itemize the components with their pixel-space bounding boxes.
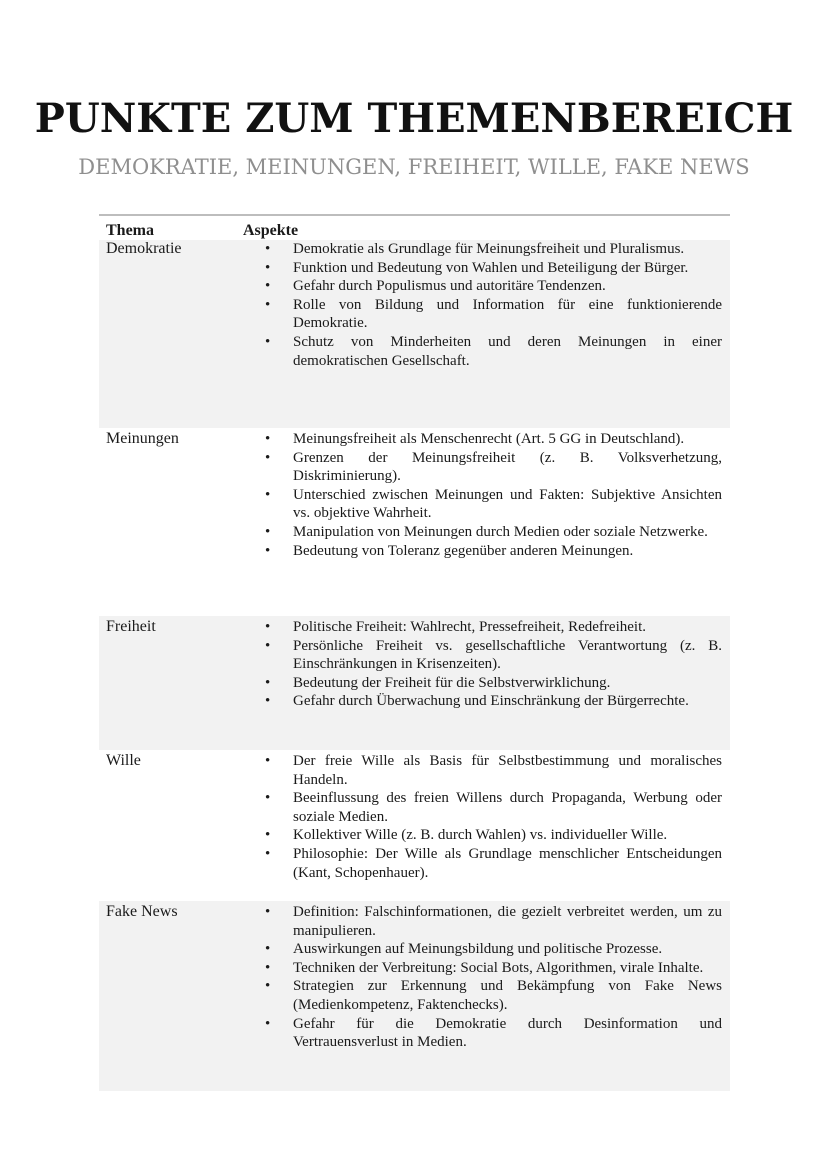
- bullet-icon: •: [265, 753, 271, 769]
- list-item: • Gefahr durch Populismus und autoritäre Tendenzen.: [265, 278, 606, 295]
- bullet-icon: •: [265, 278, 271, 295]
- topic-cell: Meinungen: [106, 430, 179, 447]
- bullet-icon: •: [265, 827, 271, 844]
- bullet-icon: •: [265, 431, 271, 447]
- aspect-list: [244, 618, 730, 711]
- topic-cell: Fake News: [106, 903, 178, 920]
- list-item: • Persönliche Freiheit vs. gesellschaftliche Verantwortung (z. B. Einschränkungen in Krisenzeiten).: [265, 637, 722, 673]
- list-item: • Meinungsfreiheit als Menschenrecht (Art. 5 GG in Deutschland).: [265, 431, 685, 447]
- list-item: • Philosophie: Der Wille als Grundlage menschlicher Entscheidungen (Kant, Schopenhauer).: [265, 845, 722, 881]
- list-item: • Grenzen der Meinungsfreiheit (z. B. Volksverhetzung, Diskriminierung).: [265, 449, 722, 485]
- list-item: • Gefahr für die Demokratie durch Desinformation und Vertrauensverlust in Medien.: [265, 1015, 722, 1051]
- table-header: [99, 216, 730, 240]
- bullet-icon: •: [265, 619, 271, 635]
- list-item: • Techniken der Verbreitung: Social Bots, Algorithmen, virale Inhalte.: [265, 959, 704, 976]
- bullet-icon: •: [265, 790, 271, 807]
- aspect-list: [244, 240, 730, 370]
- list-item: • Kollektiver Wille (z. B. durch Wahlen) vs. individueller Wille.: [265, 827, 668, 844]
- topics-table: [99, 214, 730, 1091]
- list-item: • Rolle von Bildung und Information für eine funktionierende Demokratie.: [265, 296, 722, 332]
- bullet-icon: •: [265, 637, 271, 654]
- bullet-icon: •: [265, 523, 271, 540]
- list-item: • Unterschied zwischen Meinungen und Fakten: Subjektive Ansichten vs. objektive Wahrheit.: [265, 486, 722, 522]
- page-title: PUNKTE ZUM THEMENBEREICH: [34, 95, 794, 142]
- list-item: • Demokratie als Grundlage für Meinungsfreiheit und Pluralismus.: [265, 241, 685, 257]
- bullet-icon: •: [265, 542, 271, 559]
- bullet-icon: •: [265, 333, 271, 350]
- aspect-list: [244, 752, 730, 882]
- header-topic: Thema: [106, 222, 154, 239]
- bullet-icon: •: [265, 674, 271, 691]
- topic-cell: Wille: [106, 752, 141, 769]
- list-item: • Der freie Wille als Basis für Selbstbestimmung und moralisches Handeln.: [265, 753, 722, 788]
- table-row: [99, 240, 730, 428]
- list-item: • Politische Freiheit: Wahlrecht, Pressefreiheit, Redefreiheit.: [265, 619, 646, 635]
- list-item: • Auswirkungen auf Meinungsbildung und politische Prozesse.: [265, 941, 663, 958]
- aspect-list: [244, 430, 730, 560]
- table-row: [99, 901, 730, 1091]
- aspect-list: [244, 903, 730, 1052]
- bullet-icon: •: [265, 904, 271, 920]
- topic-cell: Demokratie: [106, 240, 182, 257]
- bullet-icon: •: [265, 845, 271, 862]
- list-item: • Manipulation von Meinungen durch Medien oder soziale Netzwerke.: [265, 523, 708, 540]
- table-row: [99, 428, 730, 616]
- list-item: • Schutz von Minderheiten und deren Meinungen in einer demokratischen Gesellschaft.: [265, 333, 722, 369]
- list-item: • Funktion und Bedeutung von Wahlen und Beteiligung der Bürger.: [265, 259, 689, 276]
- topic-cell: Freiheit: [106, 618, 156, 635]
- list-item: • Gefahr durch Überwachung und Einschränkung der Bürgerrechte.: [265, 693, 689, 710]
- list-item: • Beeinflussung des freien Willens durch Propaganda, Werbung oder soziale Medien.: [265, 790, 722, 825]
- bullet-icon: •: [265, 449, 271, 466]
- bullet-icon: •: [265, 941, 271, 958]
- header-aspects: Aspekte: [243, 222, 299, 239]
- table-row: [99, 750, 730, 901]
- page-subtitle: DEMOKRATIE, MEINUNGEN, FREIHEIT, WILLE, FAKE NEWS: [78, 155, 750, 179]
- bullet-icon: •: [265, 486, 271, 503]
- table-row: [99, 616, 730, 750]
- bullet-icon: •: [265, 693, 271, 710]
- bullet-icon: •: [265, 1015, 271, 1032]
- list-item: • Bedeutung von Toleranz gegenüber anderen Meinungen.: [265, 542, 634, 559]
- list-item: • Definition: Falschinformationen, die gezielt verbreitet werden, um zu manipulieren.: [265, 904, 722, 939]
- bullet-icon: •: [265, 978, 271, 995]
- bullet-icon: •: [265, 959, 271, 976]
- list-item: • Bedeutung der Freiheit für die Selbstverwirklichung.: [265, 674, 611, 691]
- bullet-icon: •: [265, 296, 271, 313]
- list-item: • Strategien zur Erkennung und Bekämpfung von Fake News (Medienkompetenz, Faktenchecks).: [265, 978, 722, 1013]
- bullet-icon: •: [265, 241, 271, 257]
- bullet-icon: •: [265, 259, 271, 276]
